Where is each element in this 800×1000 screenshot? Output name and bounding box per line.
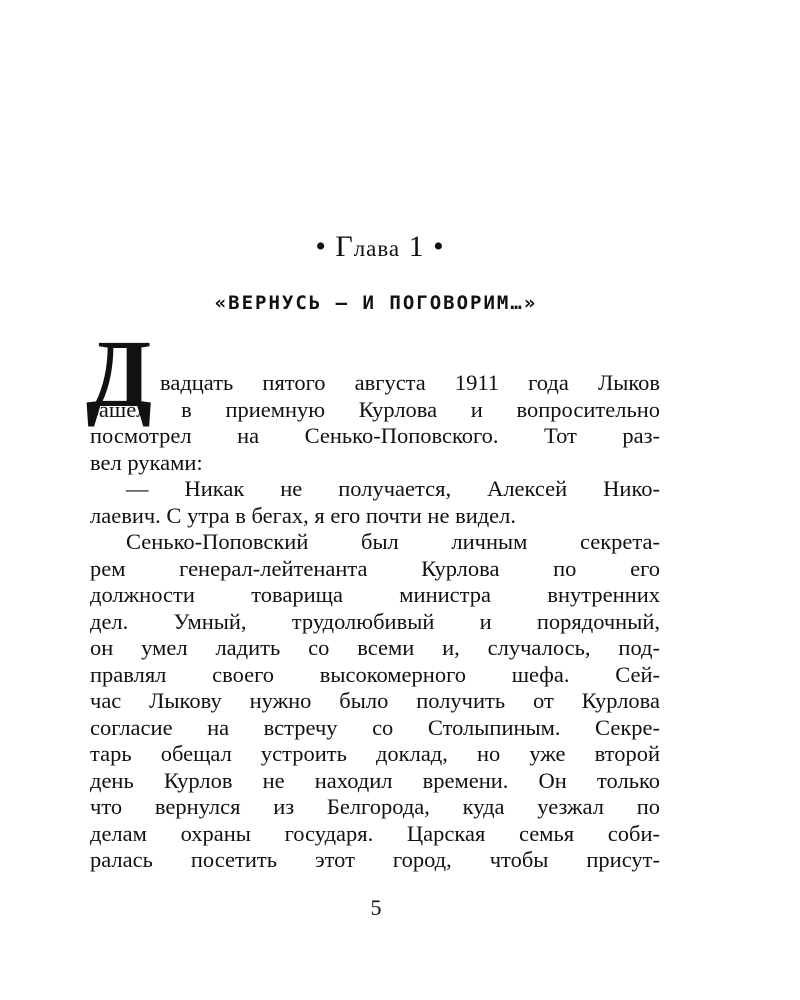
text-line: согласие на встречу со Столыпиным. Секре-	[90, 714, 660, 740]
chapter-word-initial: Г	[335, 230, 354, 263]
text-line: дел. Умный, трудолюбивый и порядочный,	[90, 608, 660, 634]
text-line: что вернулся из Белгорода, куда уезжал по	[90, 794, 660, 819]
text-line: день Курлов не находил времени. Он только	[90, 767, 660, 793]
drop-cap: Д	[86, 320, 153, 427]
text-line: делам охраны государя. Царская семья соби-	[90, 820, 660, 846]
text-line: лаевич. С утра в бегах, я его почти не видел.	[90, 502, 517, 528]
text-line: зашел в приемную Курлова и вопросительно	[90, 396, 660, 422]
text-line: тарь обещал устроить доклад, но уже второй	[90, 741, 660, 766]
chapter-title	[0, 230, 760, 264]
chapter-subtitle: «ВЕРНУСЬ — И ПОГОВОРИМ…»	[214, 292, 538, 314]
text-line: час Лыкову нужно было получить от Курлова	[90, 688, 660, 713]
text-line: посмотрел на Сенько-Поповского. Тот раз-	[90, 423, 660, 448]
chapter-number: 1	[408, 230, 425, 263]
body-text	[86, 320, 660, 874]
text-line: — Никак не получается, Алексей Нико-	[126, 476, 660, 501]
text-line: рем генерал-лейтенанта Курлова по его	[90, 555, 660, 581]
chapter-word-rest: лава	[353, 236, 401, 261]
text-line: он умел ладить со всеми и, случалось, под-	[90, 635, 660, 660]
text-line: ралась посетить этот город, чтобы присут-	[90, 847, 660, 872]
chapter-bullet-right: •	[433, 230, 445, 263]
text-line: должности товарища министра внутренних	[90, 582, 660, 607]
text-line: вадцать пятого августа 1911 года Лыков	[160, 370, 660, 395]
page-number: 5	[370, 895, 382, 920]
text-line: вел руками:	[90, 449, 203, 475]
text-line: Сенько-Поповский был личным секрета-	[126, 529, 660, 554]
chapter-bullet-left: •	[315, 230, 327, 263]
text-line: правлял своего высокомерного шефа. Сей-	[90, 661, 660, 687]
